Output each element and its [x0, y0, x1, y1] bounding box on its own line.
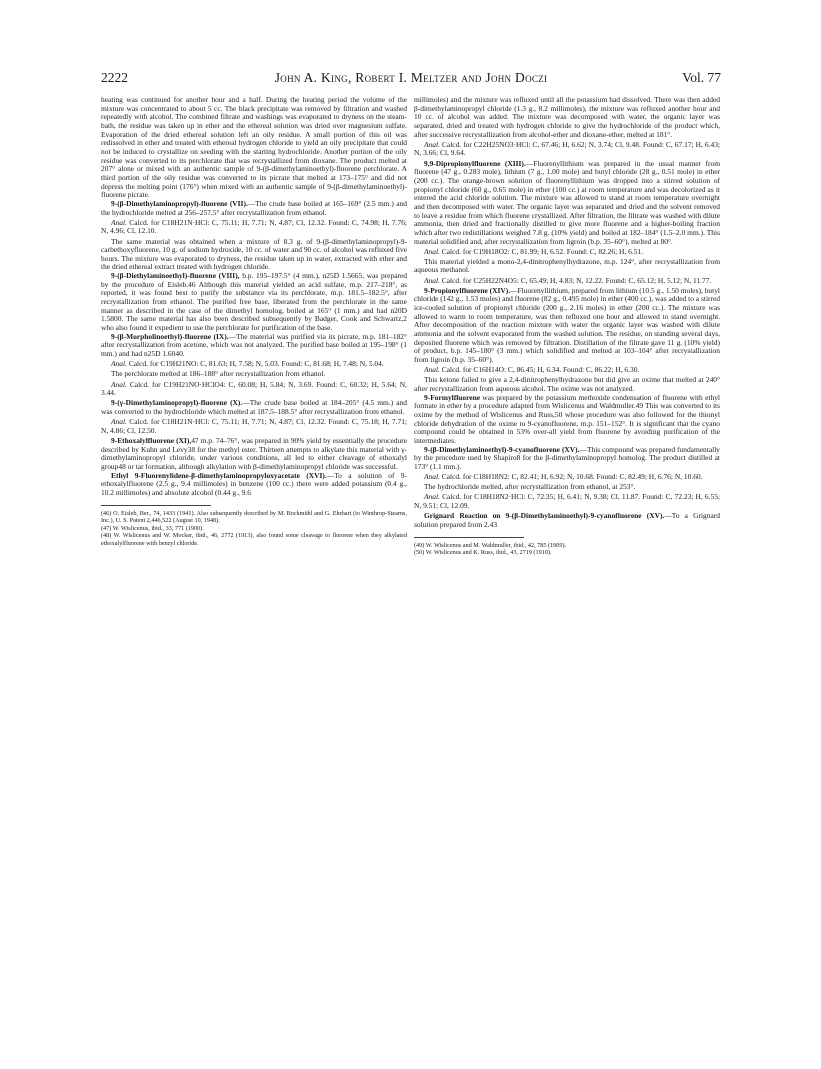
analysis-paragraph: Anal. Calcd. for C18H18N2: C, 82.41; H, 6.92; N, 10.68. Found: C, 82.49; H, 6.76; N, 10.60. — [424, 472, 703, 482]
page-header — [101, 70, 721, 84]
paragraph: Grignard Reaction on 9-(β-Dimethylaminoethyl)-9-cyanofluorene (XV).—To a Grignard solution prepared from 2.43 — [414, 511, 720, 529]
footnote: (49) W. Wislicenus and M. Waldmuller, ibid., 42, 785 (1909). — [414, 541, 567, 549]
paragraph: This ketone failed to give a 2,4-dinitrophenylhydrazone but did give an oxime that melted at 240° after recrystallization from aqueous alcohol. The oxime was not analyzed. — [414, 375, 720, 393]
compound-heading: Grignard Reaction on 9-(β-Dimethylaminoethyl)-9-cyanofluorene (XV). — [424, 511, 665, 521]
paragraph: 9-Ethoxalylfluorene (XI),47 m.p. 74–76°, was prepared in 90% yield by essentially the procedure described by Kuhn and Levy38 for the methyl ester. Thirteen attempts to alkylate this material with γ-dimethylaminopropyl chloride, under various conditions, all led to either cleavage of ethoxalyl group48 or tar formation, although alkylation with β-dimethylaminopropyl chloride was successful. — [101, 435, 407, 471]
compound-heading: 9,9-Dipropionylfluorene (XIII). — [424, 158, 526, 168]
right-column — [414, 96, 720, 557]
compound-heading: 9-Propionylfluorene (XIV). — [424, 285, 511, 295]
volume-label: Vol. 77 — [682, 70, 721, 85]
paragraph: Ethyl 9-Fluorenylidene-β-dimethylaminopropyloxyacetate (XVI).—To a solution of 9-ethoxalylfluorene (2.5 g., 9.4 millimoles) in benzene (100 cc.) there were added potassium (0.4 g., 10.2 millimoles) and absolute alcohol (0.44 g., 9.6 — [101, 470, 407, 497]
compound-heading: 9-(γ-Dimethylaminopropyl)-fluorene (X). — [111, 398, 243, 408]
compound-heading: Ethyl 9-Fluorenylidene-β-dimethylaminopropyloxyacetate (XVI). — [111, 470, 327, 480]
footnote: (47) W. Wislicenus, ibid., 33, 771 (1900). — [101, 524, 204, 532]
analysis-paragraph: Anal. Calcd. for C19H21NO: C, 81.63; H, 7.58; N, 5.03. Found: C, 81.68; H, 7.48; N, 5.04. — [111, 359, 384, 369]
compound-heading: 9-(β-Dimethylaminoethyl)-9-cyanofluorene (XV). — [424, 444, 580, 454]
analysis-paragraph: Anal. Calcd. for C25H22N4O5: C, 65.49; H, 4.83; N, 12.22. Found: C, 65.12; H, 5.12; N, 11.77. — [424, 275, 712, 285]
paragraph: 9-(β-Dimethylaminoethyl)-9-cyanofluorene (XV).—This compound was prepared fundamentally by the procedure used by Shapiro8 for the β-dimethylaminopropyl homolog. The product distilled at 173° (1.1 mm.). — [414, 444, 720, 471]
paragraph: 9-Formylfluorene was prepared by the potassium methoxide condensation of fluorene with ethyl formate in ether by a procedure adapted from Wislicenus and Waldmuller.49 This was converted to its oxime by the method of Wislicenus and Russ,50 whose procedure was also followed for the thionyl chloride dehydration of the oxime to 9-cyanofluorene, m.p. 151–152°. It is significant that the cyano compound could be obtained in 53% over-all yield from fluorene by avoiding purification of the intermediates. — [414, 392, 720, 445]
footnotes — [101, 510, 407, 548]
footnote: (48) W. Wislicenus and W. Mocker, ibid., 46, 2772 (1913), also found some cleavage to fluorene when they alkylated ethoxalylfluorene with benzyl chloride. — [101, 532, 407, 547]
paragraph: 9-(β-Morpholinoethyl)-fluorene (IX).—The material was purified via its picrate, m.p. 181–182° after recrystallization from acetone, which was not analyzed. The purified base boiled at 195–198° (1 mm.) and had n25D 1.6040. — [101, 331, 407, 359]
compound-heading: 9-(β-Diethylaminoethyl)-fluorene (VIII), — [111, 271, 240, 281]
paragraph: 9-(β-Diethylaminoethyl)-fluorene (VIII), b.p. 195–197.5° (4 mm.), n25D 1.5665, was prepared by the procedure of Eisleb.46 Although this material yielded an acid sulfate, m.p. 217–218°, as reported, it was found best to purify the substance via its perchlorate, m.p. 181.5–182.5°, after recrystallization from ethanol. The purified free base, liberated from the perchlorate in the same manner as described in the case of the dimethyl homolog, boiled at 165° (1 mm.) and had n20D 1.5800. The same material has also been described subsequently by Badger, Cook and Schwartz,2 who also found it expedient to use the perchlorate for purification of the base. — [101, 271, 407, 333]
footnote-divider — [101, 505, 211, 506]
paragraph: 9-(β-Dimethylaminopropyl)-fluorene (VII).—The crude base boiled at 165–169° (2.5 mm.) and the hydrochloride melted at 256–257.5° after recrystallization from ethanol. — [101, 198, 407, 217]
footnote: (46) O. Eisleb, Ber., 74, 1433 (1941). Also subsequently described by M. Bockmühl and G. Ehrhart (to Winthrop-Stearns, Inc.), U. S. Patent 2,446,522 (August 10, 1948). — [101, 509, 407, 525]
footnote: (50) W. Wislicenus and K. Russ, ibid., 43, 2719 (1910). — [414, 549, 552, 557]
analysis-paragraph: Anal. Calcd. for C18H21N·HCl: C, 75.11; H, 7.71; N, 4.87; Cl, 12.32. Found: C, 75.18; H, 7.71; N, 4.86; Cl, 12.50. — [101, 417, 407, 435]
compound-heading: 9-Formylfluorene — [424, 392, 481, 402]
paragraph: millimoles) and the mixture was refluxed until all the potassium had dissolved. There was then added β-dimethylaminopropyl chloride (1.3 g., 8.2 millimoles), the mixture was refluxed another hour and 10 cc. of alcohol was added. The mixture was decomposed with water, the organic layer was separated, dried and treated with hydrogen chloride to give the hydrochloride of the product which, after successive recrystallization from alcohol-ether and dioxane-ether, melted at 181°. — [414, 95, 720, 139]
analysis-paragraph: Anal. Calcd. for C19H18O2: C, 81.99; H, 6.52. Found: C, 82.26; H, 6.51. — [424, 246, 644, 256]
paragraph: This material yielded a mono-2,4-dinitrophenylhydrazone, m.p. 124°, after recrystallization from aqueous methanol. — [414, 256, 720, 275]
analysis-paragraph: Anal. Calcd. for C16H14O: C, 86.45; H, 6.34. Found: C, 86.22; H, 6.30. — [424, 365, 640, 375]
compound-heading: 9-Ethoxalylfluorene (XI), — [111, 435, 192, 445]
compound-heading: 9-(β-Dimethylaminopropyl)-fluorene (VII). — [111, 198, 248, 208]
analysis-paragraph: Anal. Calcd. for C19H21NO·HClO4: C, 60.08; H, 5.84; N, 3.69. Found: C, 60.32; H, 5.64; N, 3.44. — [101, 379, 407, 398]
running-head-authors: John A. King, Robert I. Meltzer and John Doczi — [274, 70, 548, 85]
analysis-paragraph: Anal. Calcd. for C22H25NO3·HCl: C, 67.46; H, 6.62; N, 3.74; Cl, 9.48. Found: C, 67.17; H, 6.43; N, 3.66; Cl, 9.64. — [414, 139, 720, 158]
footnotes — [414, 542, 720, 557]
paragraph: heating was continued for another hour and a half. During the heating period the volume of the mixture was concentrated to about 5 cc. The black precipitate was removed by filtration and washed repeatedly with alcohol. The combined filtrate and washings was evaporated to dryness on the steam-bath, the residue was taken up in ether and the ethereal solution was dried over magnesium sulfate. Evaporation of the dried ethereal solution left an oily residue. A small portion of this oil was redissolved in ether and treated with ethereal hydrogen chloride to yield an oily precipitate that could not be induced to crystallize on seeding with the starting hydrochloride. Another portion of the oily residue was converted to its perchlorate that was recrystallized from dioxane. The product melted at 207° alone or mixed with an authentic sample of 9-(β-dimethylaminoethyl)-fluorene perchlorate. A third portion of the oily residue was converted to its picrate that melted at 173–175° and did not depress the melting point (176°) when mixed with an authentic sample of 9-(β-dimethylaminoethyl)-fluorene picrate. — [101, 95, 407, 200]
paragraph: The hydrochloride melted, after recrystallization from ethanol, at 253°. — [424, 482, 636, 492]
paragraph: 9-(γ-Dimethylaminopropyl)-fluorene (X).—The crude base boiled at 184–205° (4.5 mm.) and was converted to the hydrochloride which melted at 187.5–188.5° after recrystallization from ethanol. — [101, 398, 407, 416]
page-number: 2222 — [101, 70, 128, 85]
paragraph: The perchlorate melted at 186–188° after recrystallization from ethanol. — [111, 369, 326, 379]
paragraph: The same material was obtained when a mixture of 8.3 g. of 9-(β-dimethylaminopropyl)-9-carbethoxyfluorene, 10 g. of sodium hydroxide, 10 cc. of water and 90 cc. of alcohol was refluxed five hours. The mixture was evaporated to dryness, the residue taken up in water, extracted with ether and the dried ethereal extract treated with hydrogen chloride. — [101, 236, 407, 272]
analysis-paragraph: Anal. Calcd. for C18H21N·HCl: C, 75.11; H, 7.71; N, 4.87; Cl, 12.32. Found: C, 74.98; H, 7.76; N, 4.96; Cl, 12.10. — [101, 217, 407, 236]
left-column — [101, 96, 407, 548]
analysis-paragraph: Anal. Calcd. for C18H18N2·HCl: C, 72.35; H, 6.41; N, 9.38; Cl, 11.87. Found: C, 72.23; H, 6.55; N, 9.51; Cl, 12.09. — [414, 492, 720, 511]
compound-heading: 9-(β-Morpholinoethyl)-fluorene (IX). — [111, 331, 229, 341]
paragraph: 9,9-Dipropionylfluorene (XIII).—Fluorenyllithium was prepared in the usual manner from fluorene (47 g., 0.283 mole), lithium (7 g., 1.00 mole) and butyl chloride (28 g., 0.51 mole) in ether (200 cc.). The orange-brown solution of fluorenyllithium was dropped into a stirred solution of propionyl chloride (60 g., 0.65 mole) in ether (100 cc.) at room temperature and was decolorized as it entered the acid chloride solution. The mixture was allowed to stand at room temperature overnight and then decomposed with water. The organic layer was separated and dried and the solvent removed to leave a residue from which fluorene crystallized. After filtration, the filtrate was washed with dilute ammonia, then dried and fractionally distilled to give more fluorene and a higher-boiling fraction which after two redistillations weighed 7.8 g. (10% yield) and boiled at 182–184° (1.5–2.0 mm.). This material solidified and, after recrystallization from ligroin (b.p. 35–60°), melted at 80°. — [414, 158, 720, 246]
paragraph: 9-Propionylfluorene (XIV).—Fluorenyllithium, prepared from lithium (10.5 g., 1.50 moles), butyl chloride (142 g., 1.53 moles) and fluorene (82 g., 0.495 mole) in ether (400 cc.), was added to a stirred ice-cooled solution of propionyl chloride (200 g., 2.16 moles) in ether (200 cc.). The mixture was allowed to warm to room temperature, was then refluxed one hour and allowed to stand overnight. After decomposition of the reaction mixture with water the organic layer was washed with dilute ammonia and the solvent evaporated from the washed solution. The residue, on standing several days, deposited fluorene which was removed by filtration. Distillation of the filtrate gave 11 g. (10% yield) of product, b.p. 145–180° (3 mm.) which solidified and melted at 103–104° after recrystallization from ligroin (b.p. 35–60°). — [414, 285, 720, 365]
footnote-divider — [414, 537, 524, 538]
